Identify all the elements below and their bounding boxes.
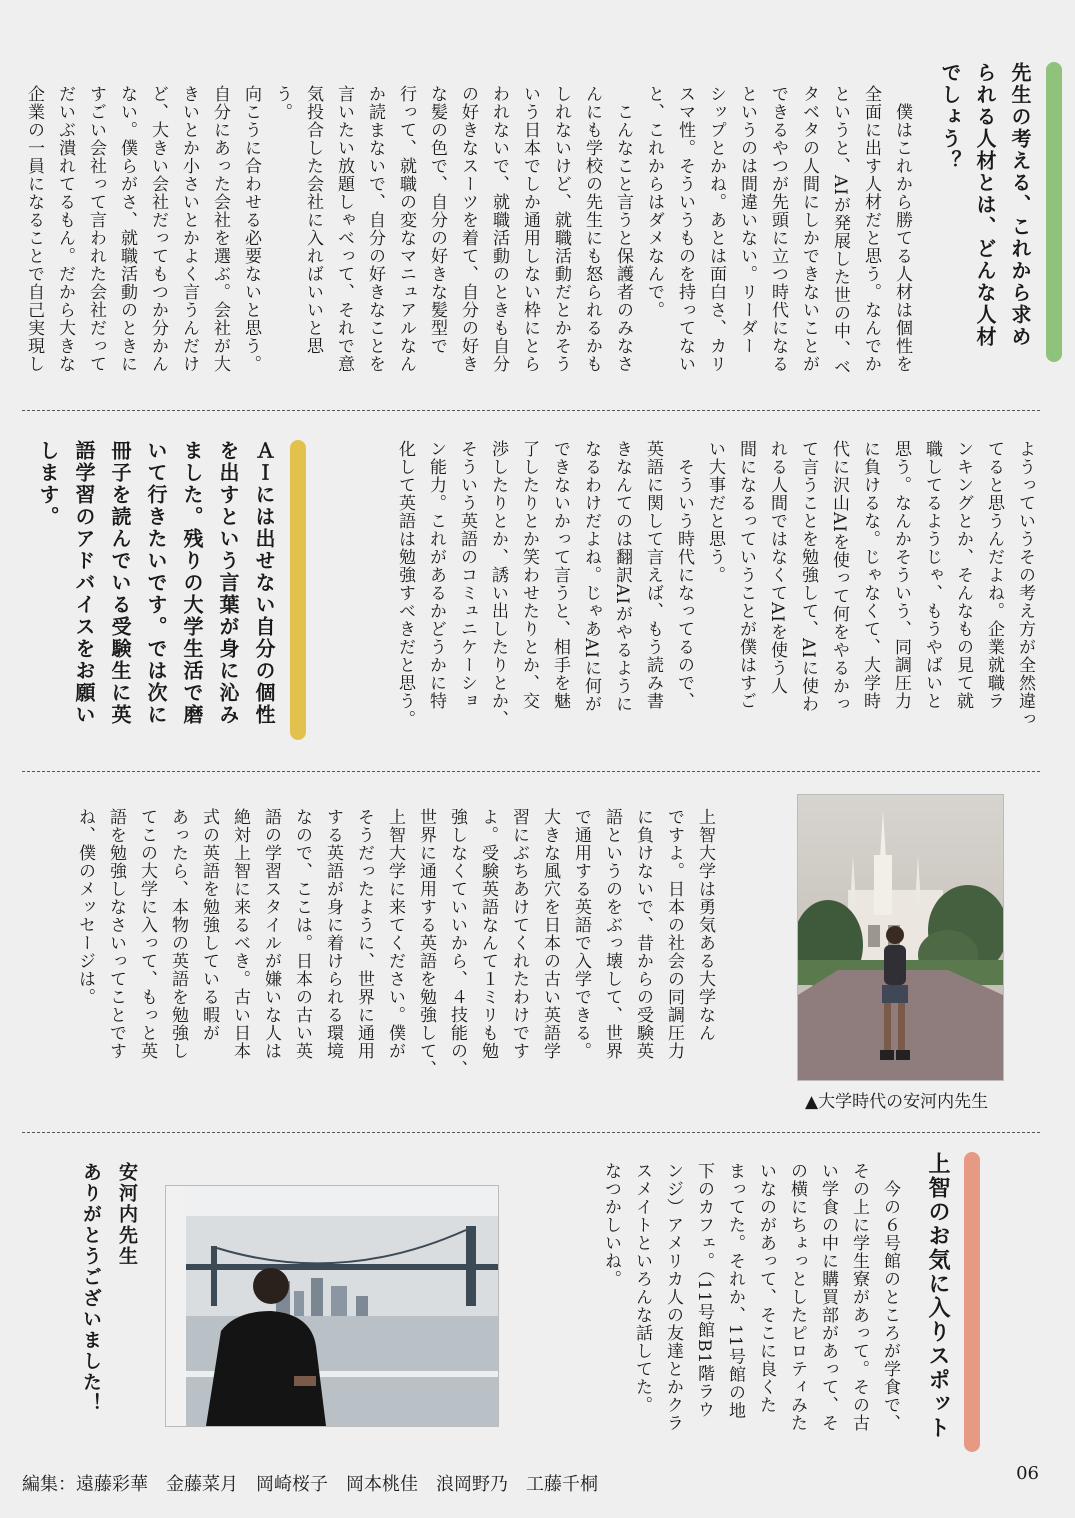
section-divider <box>22 1132 1040 1133</box>
section1-heading: 先生の考える、これから求め られる人材とは、どんな人材 でしょう？ <box>938 62 1032 348</box>
photo-bridge <box>165 1185 499 1427</box>
salmon-accent-bar <box>964 1152 980 1452</box>
section2-body: ようっていうその考え方が全然違っ てると思うんだよね。企業就職ラ ンキングとか、そんなもの見て就 職してるようじゃ、もうやばいと 思う。なんかそういう、同調圧力 に負けるな。じゃなくて、大学時 代に沢山AIを使って何をやるかっ て言うことを勉強して、AIに使わ れる人間ではなくてAIを使う人 間になるっていうことが僕はすご い大事だと思う。 そういう時代になってるので、 英語に関して言えば、もう読み書 きなんてのは翻訳AIがやるように なるわけだよね。じゃあAIに何が できないかって言うと、相手を魅 了したりとか笑わせたりとか、交 渉したりとか、誘い出したりとか、 そういう英語のコミュニケーショ ン能力。これがあるかどうかに特 化して英語は勉強すべきだと思う。 <box>395 440 1035 728</box>
photo-caption: ▲大学時代の安河内先生 <box>805 1092 989 1112</box>
section1-body: 僕はこれから勝てる人材は個性を 全面に出す人材だと思う。なんでか というと、AIが発展した世の中、ベ タベタの人間にしかできないことが できるやつが先頭に立つ時代になる というのは間違いない。リーダー シップとかね。あとは面白さ、カリ スマ性。そういうものを持ってない と、これからはダメなんで。 こんなこと言うと保護者のみなさ んにも学校の先生にも怒られるかも しれないけど、就職活動だとかそう いう日本でしか通用しない枠にとら われないで、就職活動のときも自分 の好きなスーツを着て、自分の好き な髪の色で、自分の好きな髪型で 行って、就職の変なマニュアルなん か読まないで、自分の好きなことを 言いたい放題しゃべって、それで意 気投合した会社に入ればいいと思う。 向こうに合わせる必要ないと思う。 自分にあった会社を選ぶ。会社が大 きいとか小さいとかよく言うんだけ ど、大きい会社だってもつか分かん ない。僕らがさ、就職活動のときに すごい会社って言われた会社だって だいぶ潰れてるもん。だから大きな 企業の一員になることで自己実現し <box>24 85 912 376</box>
section3-body: 上智大学は勇気ある大学なん ですよ。日本の社会の同調圧力 に負けないで、昔からの受験英 語というのをぶっ壊して、世界 で通用する英語で入学できる。 大きな風穴を日本の古い英語学 習にぶちあけてくれたわけです よ。受験英語なんて１ミリも勉 強しなくていいから、４技能の、 世界に通用する英語を勉強して、 上智大学に来てください。僕が そうだったように、世界に通用 する英語が身に着けられる環境 なので、ここは。日本の古い英 語の学習スタイルが嫌いな人は 絶対上智に来るべき。古い日本 式の英語を勉強している暇が あったら、本物の英語を勉強し てこの大学に入って、もっと英 語を勉強しなさいってことです ね、僕のメッセージは。 <box>75 808 715 1078</box>
section4-body: 今の６号館のところが学食で、 その上に学生寮があって。その古 い学食の中に購買部があって、そ の横にちょっとしたピロティみた いなのがあって、そこに良くた まってた。それか、11号館の地 下のカフェ。（11号館B1階ラウ ンジ）アメリカ人の友達とかクラ スメイトといろんな話してた。 なつかしいね。 <box>601 1162 900 1432</box>
section-divider <box>22 410 1040 411</box>
section-divider <box>22 771 1040 772</box>
green-accent-bar <box>1046 62 1062 362</box>
thanks-message: 安河内先生 ありがとうございました！ <box>80 1162 138 1414</box>
yellow-accent-bar <box>290 440 306 740</box>
editors-credit: 編集：遠藤彩華 金藤菜月 岡崎桜子 岡本桃佳 浪岡野乃 工藤千桐 <box>22 1474 598 1495</box>
section4-heading: 上智のお気に入りスポット <box>925 1152 950 1440</box>
page-number: 06 <box>1016 1463 1039 1484</box>
photo-cathedral <box>797 794 1004 1081</box>
section2-heading: ＡＩには出せない自分の個性 を出すという言葉が身に沁み ました。残りの大学生活で磨 いて行きたいです。では次に 冊子を読んでいる受験生に英 語学習のアドバイスをお願い します。 <box>36 440 276 726</box>
